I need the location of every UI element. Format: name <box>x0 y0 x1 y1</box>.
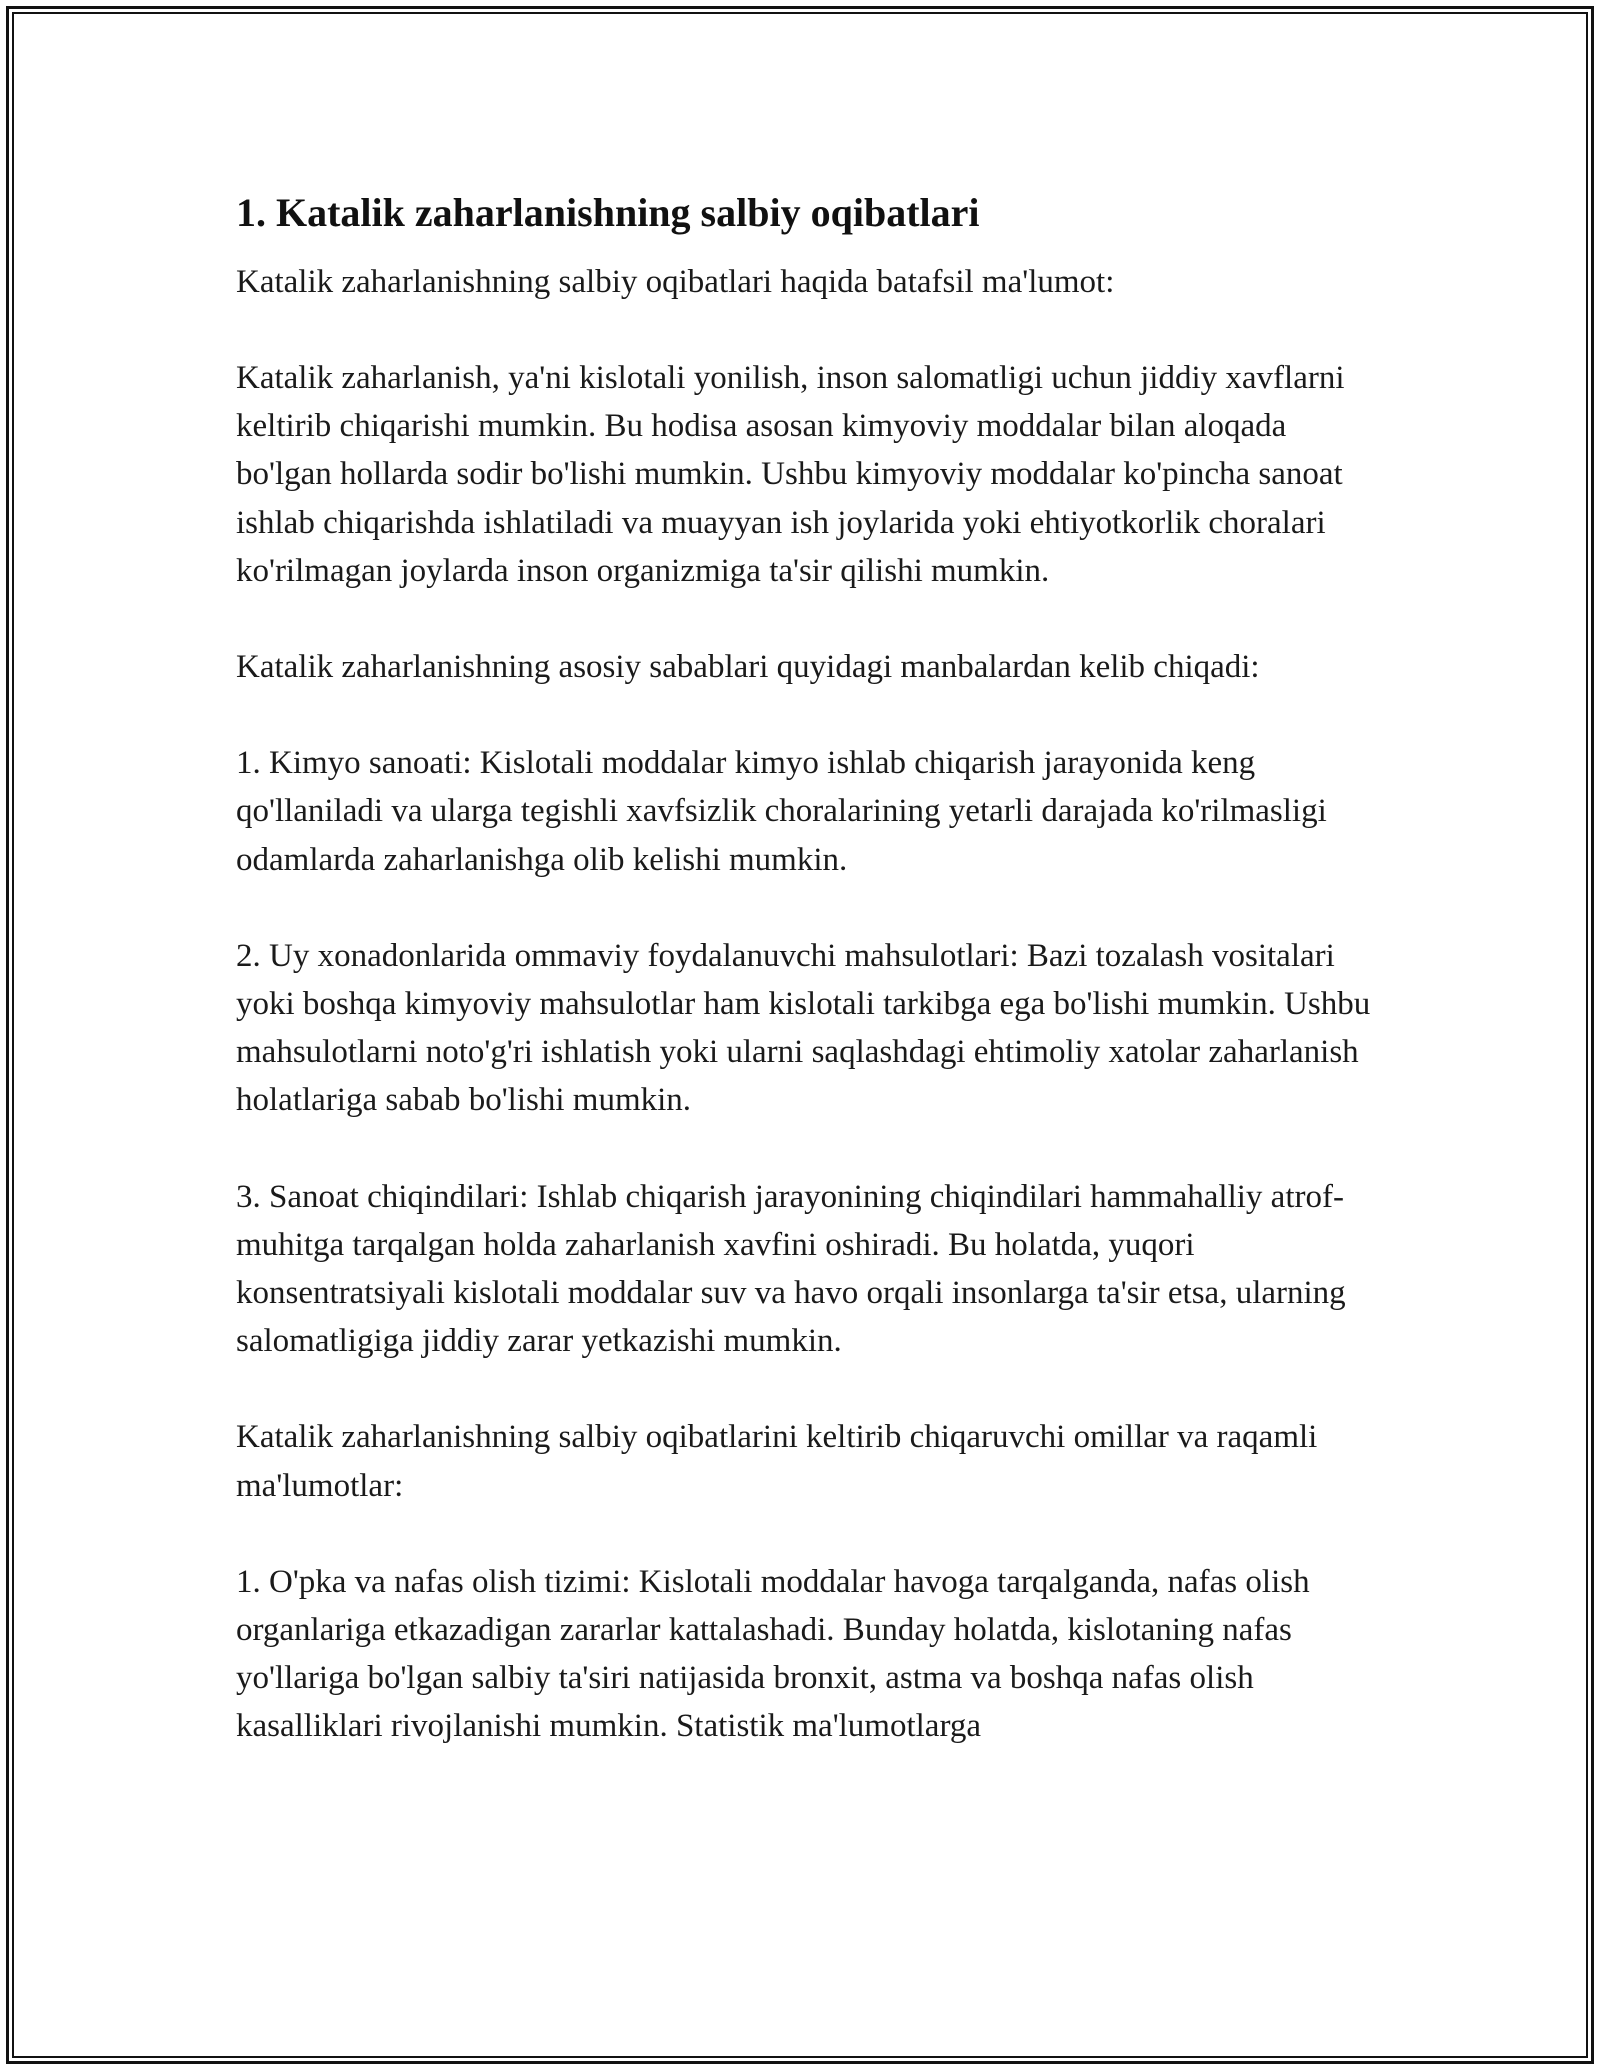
paragraph-cause-chemical-industry: 1. Kimyo sanoati: Kislotali moddalar kimyo ishlab chiqarish jarayonida keng qo'llaniladi va ularga tegishli xavfsizlik choralarining yetarli darajada ko'rilmasligi odamlarda zaharlanishga olib kelishi mumkin. <box>236 745 1327 878</box>
paragraph-consequences-heading: Katalik zaharlanishning salbiy oqibatlarini keltirib chiqaruvchi omillar va raqamli ma'lumotlar: <box>236 1419 1318 1504</box>
intro-paragraph: Katalik zaharlanishning salbiy oqibatlari haqida batafsil ma'lumot: <box>236 264 1115 300</box>
paragraph-definition: Katalik zaharlanish, ya'ni kislotali yonilish, inson salomatligi uchun jiddiy xavflarni keltirib chiqarishi mumkin. Bu hodisa asosan kimyoviy moddalar bilan aloqada bo'lgan hollarda sodir bo'lishi mumkin. Ushbu kimyoviy moddalar ko'pincha sanoat ishlab chiqarishda ishlatiladi va muayyan ish joylarida yoki ehtiyotkorlik choralari ko'rilmagan joylarda inson organizmiga ta'sir qilishi mumkin. <box>236 360 1345 589</box>
paragraph-cause-household-products: 2. Uy xonadonlarida ommaviy foydalanuvchi mahsulotlari: Bazi tozalash vositalari yoki boshqa kimyoviy mahsulotlar ham kislotali tarkibga ega bo'lishi mumkin. Ushbu mahsulotlarni noto'g'ri ishlatish yoki ularni saqlashdagi ehtimoliy xatolar zaharlanish holatlariga sabab bo'lishi mumkin. <box>236 937 1371 1119</box>
paragraph-consequence-respiratory: 1. O'pka va nafas olish tizimi: Kislotali moddalar havoga tarqalganda, nafas olish organlariga etkazadigan zararlar kattalashadi. Bunday holatda, kislotaning nafas yo'llariga bo'lgan salbiy ta'siri natijasida bronxit, astma va boshqa nafas olish kasalliklari rivojlanishi mumkin. Statistik ma'lumotlarga <box>236 1563 1310 1745</box>
document-body <box>236 186 1376 1751</box>
document-title: 1. Katalik zaharlanishning salbiy oqibatlari <box>236 190 980 235</box>
paragraph-cause-industrial-waste: 3. Sanoat chiqindilari: Ishlab chiqarish jarayonining chiqindilari hammahalliy atrof-muhitga tarqalgan holda zaharlanish xavfini oshiradi. Bu holatda, yuqori konsentratsiyali kislotali moddalar suv va havo orqali insonlarga ta'sir etsa, ularning salomatligiga jiddiy zarar yetkazishi mumkin. <box>236 1178 1346 1360</box>
paragraph-causes-heading: Katalik zaharlanishning asosiy sabablari quyidagi manbalardan kelib chiqadi: <box>236 649 1260 686</box>
